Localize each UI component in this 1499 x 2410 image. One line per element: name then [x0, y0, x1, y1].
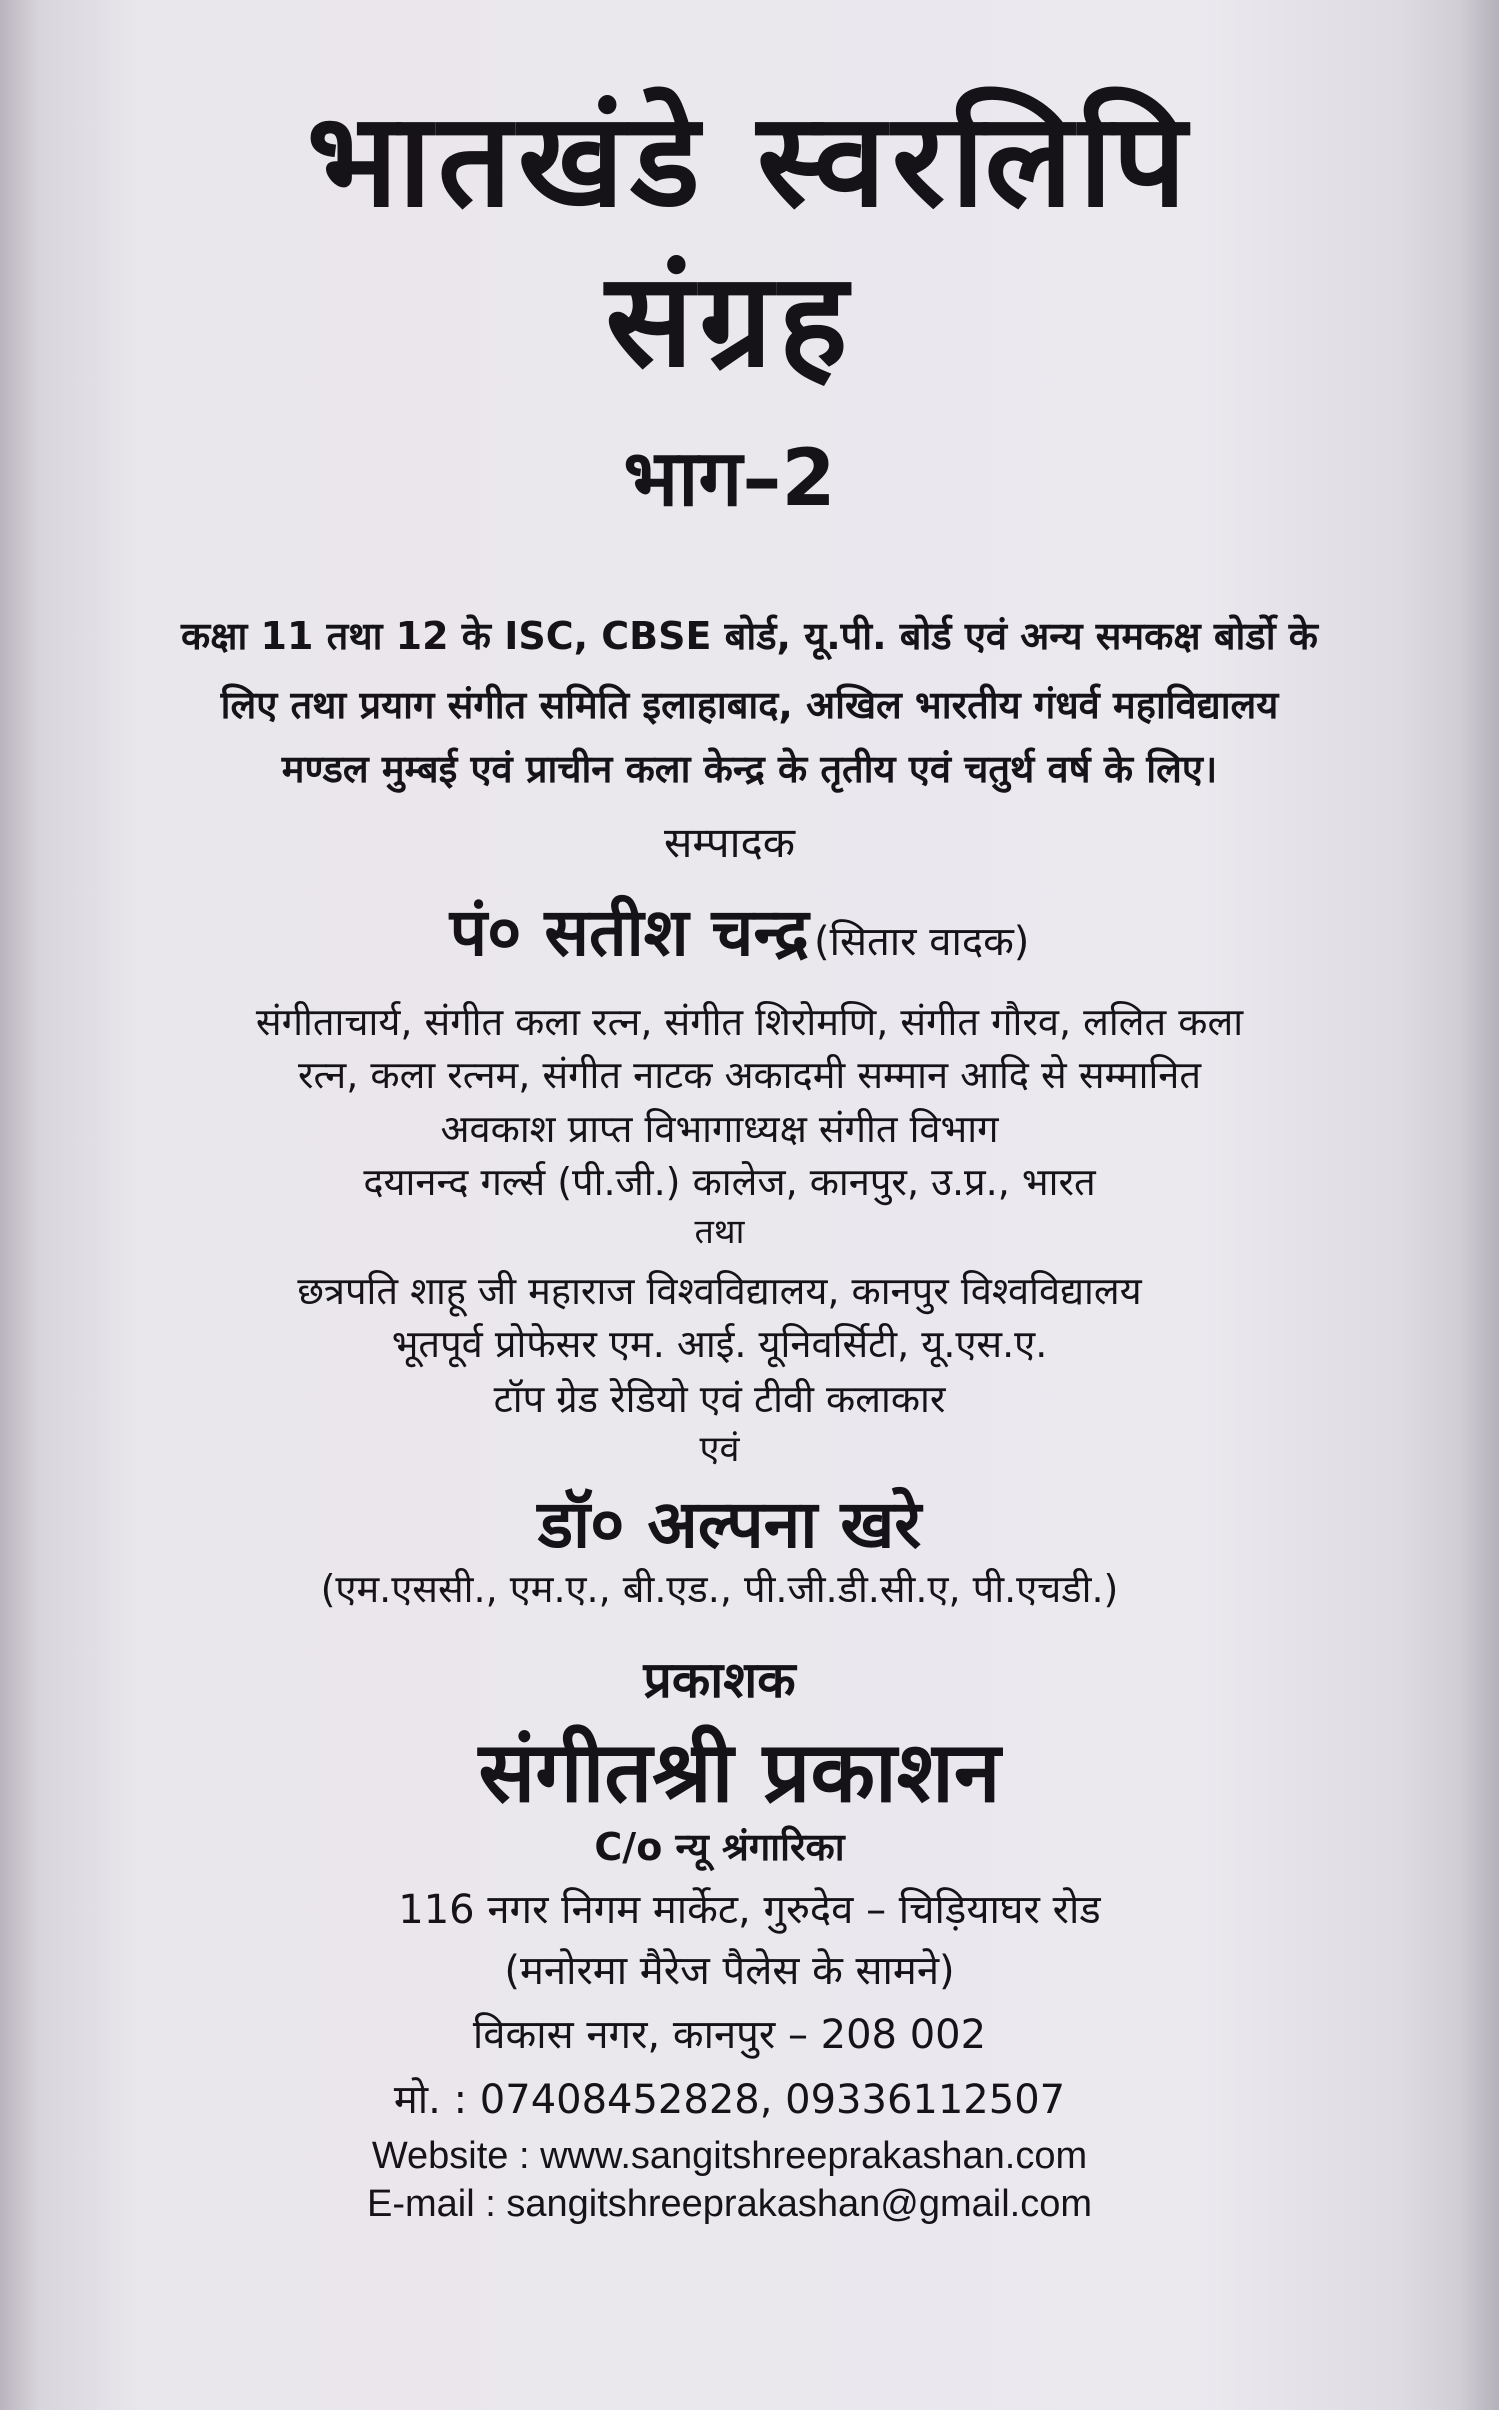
description-line-3: मण्डल मुम्बई एवं प्राचीन कला केन्द्र के तृतीय एवं चतुर्थ वर्ष के लिए।	[281, 747, 1218, 791]
editor-title-2: रत्न, कला रत्नम, संगीत नाटक अकादमी सम्मान आदि से सम्मानित	[297, 1053, 1202, 1097]
co-editor-degrees: (एम.एससी., एम.ए., बी.एड., पी.जी.डी.सी.ए, पी.एचडी.)	[320, 1567, 1119, 1611]
editor-title-5: छत्रपति शाहू जी महाराज विश्वविद्यालय, कानपुर विश्वविद्यालय	[297, 1269, 1142, 1313]
editor-title-4: दयानन्द गर्ल्स (पी.जी.) कालेज, कानपुर, उ.प्र., भारत	[363, 1160, 1096, 1204]
book-subtitle: संग्रह	[605, 244, 854, 396]
editor-title-1: संगीताचार्य, संगीत कला रत्न, संगीत शिरोमणि, संगीत गौरव, ललित कला	[255, 1000, 1244, 1044]
and-label: एवं	[699, 1429, 740, 1470]
care-of-line: C/o न्यू श्रंगारिका	[594, 1825, 845, 1869]
address-line-3: विकास नगर, कानपुर – 208 002	[472, 2012, 987, 2058]
publisher-name: संगीतश्री प्रकाशन	[478, 1723, 1001, 1821]
editor-label: सम्पादक	[663, 818, 796, 867]
address-line-1: 116 नगर निगम मार्केट, गुरुदेव – चिड़ियाघर रोड	[398, 1887, 1101, 1933]
editor-connector: तथा	[694, 1212, 745, 1252]
website-line: Website : www.sangitshreeprakashan.com	[371, 2135, 1088, 2177]
editor-name-line	[0, 894, 1489, 971]
address-line-2: (मनोरमा मैरेज पैलेस के सामने)	[504, 1948, 955, 1994]
phone-line: मो. : 07408452828, 09336112507	[393, 2077, 1066, 2123]
description-line-2: लिए तथा प्रयाग संगीत समिति इलाहाबाद, अखिल भारतीय गंधर्व महाविद्यालय	[220, 683, 1279, 727]
email-line: E-mail : sangitshreeprakashan@gmail.com	[367, 2183, 1092, 2225]
description-line-1: कक्षा 11 तथा 12 के ISC, CBSE बोर्ड, यू.पी. बोर्ड एवं अन्य समकक्ष बोर्डो के	[181, 614, 1318, 658]
editor-title-3: अवकाश प्राप्त विभागाध्यक्ष संगीत विभाग	[440, 1107, 999, 1151]
editor-title-7: टॉप ग्रेड रेडियो एवं टीवी कलाकार	[493, 1377, 946, 1421]
book-title: भातखंडे स्वरलिपि	[306, 84, 1193, 236]
publisher-label: प्रकाशक	[643, 1651, 796, 1709]
co-editor-name: डॉ० अल्पना खरे	[537, 1486, 922, 1563]
editor-title-6: भूतपूर्व प्रोफेसर एम. आई. यूनिवर्सिटी, यू.एस.ए.	[391, 1322, 1048, 1366]
editor-name: पं० सतीश चन्द्र	[449, 894, 809, 971]
part-number: भाग–2	[623, 434, 836, 524]
editor-role: (सितार वादक)	[814, 919, 1030, 965]
